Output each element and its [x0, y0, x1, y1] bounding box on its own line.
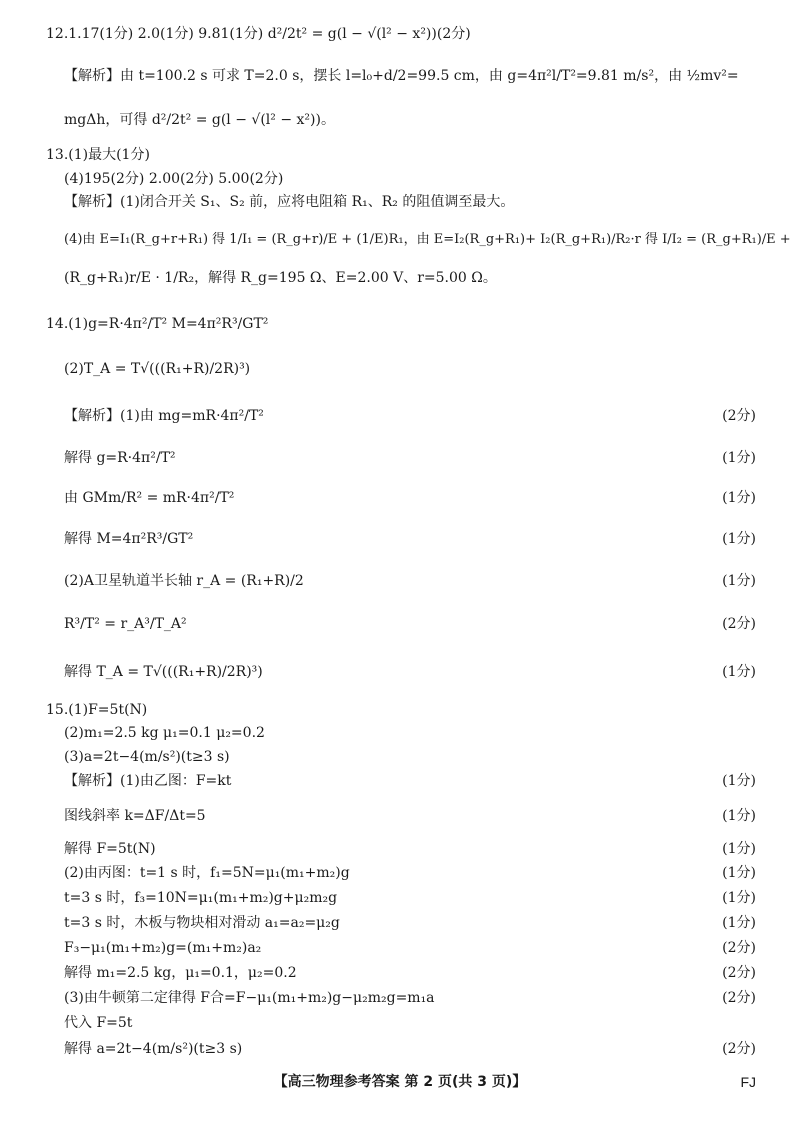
line-score: (2分) [722, 990, 756, 1006]
line-text: 图线斜率 k=ΔF/Δt=5 [64, 808, 206, 824]
answer-line [0, 660, 800, 684]
answer-line [0, 698, 800, 722]
line-text: 由 GMm/R² = mR·4π²/T² [64, 490, 235, 506]
line-text: 12.1.17(1分) 2.0(1分) 9.81(1分) d²/2t² = g(l − √(l² − x²))(2分) [46, 26, 471, 42]
answer-line [0, 986, 800, 1010]
line-text: (4)由 E=I₁(R_g+r+R₁) 得 1/I₁ = (R_g+r)/E + (1/E)R₁，由 E=I₂(R_g+R₁)+ I₂(R_g+R₁)/R₂·r 得 I/I₂ = (R_g+R₁)/E + [64, 232, 791, 247]
line-score: (1分) [722, 531, 756, 547]
line-text: t=3 s 时，f₃=10N=μ₁(m₁+m₂)g+μ₂m₂g [64, 890, 338, 906]
answer-line [0, 804, 800, 828]
line-score: (1分) [722, 890, 756, 906]
answer-line [0, 569, 800, 593]
answer-line [0, 266, 800, 290]
line-text: 14.(1)g=R·4π²/T² M=4π²R³/GT² [46, 316, 269, 332]
line-score: (1分) [722, 841, 756, 857]
line-score: (1分) [722, 915, 756, 931]
answer-line [0, 190, 800, 214]
answer-line [0, 404, 800, 428]
answer-line [0, 721, 800, 745]
line-text: 解得 M=4π²R³/GT² [64, 531, 194, 547]
line-text: F₃−μ₁(m₁+m₂)g=(m₁+m₂)a₂ [64, 940, 262, 956]
answer-line [0, 837, 800, 861]
line-score: (1分) [722, 490, 756, 506]
answer-line [0, 143, 800, 167]
page-footer [0, 1070, 800, 1094]
line-text: 【解析】(1)由乙图：F=kt [64, 773, 232, 789]
line-score: (2分) [722, 1041, 756, 1057]
line-text: 【解析】(1)闭合开关 S₁、S₂ 前，应将电阻箱 R₁、R₂ 的阻值调至最大。 [64, 194, 515, 210]
line-score: (2分) [722, 616, 756, 632]
answer-line [0, 108, 800, 132]
line-text: 代入 F=5t [64, 1015, 133, 1031]
answer-line [0, 745, 800, 769]
line-text: (3)由牛顿第二定律得 F合=F−μ₁(m₁+m₂)g−μ₂m₂g=m₁a [64, 990, 435, 1006]
line-text: mgΔh，可得 d²/2t² = g(l − √(l² − x²))。 [64, 112, 335, 128]
line-text: 解得 g=R·4π²/T² [64, 450, 176, 466]
answer-line [0, 228, 800, 252]
answer-line [0, 911, 800, 935]
footer-title: 【高三物理参考答案 第 2 页(共 3 页)】 [273, 1074, 527, 1090]
line-text: 解得 T_A = T√(((R₁+R)/2R)³) [64, 664, 263, 680]
answer-line [0, 312, 800, 336]
line-text: 解得 a=2t−4(m/s²)(t≥3 s) [64, 1041, 243, 1057]
line-score: (2分) [722, 940, 756, 956]
line-score: (2分) [722, 408, 756, 424]
line-score: (1分) [722, 808, 756, 824]
line-text: (2)由丙图：t=1 s 时，f₁=5N=μ₁(m₁+m₂)g [64, 865, 350, 881]
line-text: (4)195(2分) 2.00(2分) 5.00(2分) [64, 171, 284, 187]
answer-line [0, 1011, 800, 1035]
answer-line [0, 64, 800, 88]
line-score: (1分) [722, 773, 756, 789]
answer-line [0, 357, 800, 381]
line-text: 【解析】由 t=100.2 s 可求 T=2.0 s，摆长 l=l₀+d/2=99.5 cm，由 g=4π²l/T²=9.81 m/s²，由 ½mv²= [64, 68, 739, 84]
answer-line [0, 1037, 800, 1061]
answer-line [0, 486, 800, 510]
line-text: t=3 s 时，木板与物块相对滑动 a₁=a₂=μ₂g [64, 915, 340, 931]
answer-line [0, 22, 800, 46]
answer-line [0, 769, 800, 793]
answer-line [0, 446, 800, 470]
line-score: (1分) [722, 664, 756, 680]
line-text: 【解析】(1)由 mg=mR·4π²/T² [64, 408, 264, 424]
answer-line [0, 527, 800, 551]
line-text: 13.(1)最大(1分) [46, 147, 150, 163]
answer-line [0, 612, 800, 636]
line-text: R³/T² = r_A³/T_A² [64, 616, 187, 632]
line-text: (R_g+R₁)r/E · 1/R₂，解得 R_g=195 Ω、E=2.00 V、r=5.00 Ω。 [64, 270, 497, 286]
line-text: 解得 F=5t(N) [64, 841, 156, 857]
line-text: (3)a=2t−4(m/s²)(t≥3 s) [64, 749, 230, 765]
line-score: (1分) [722, 573, 756, 589]
footer-code: FJ [740, 1074, 756, 1090]
answer-line [0, 936, 800, 960]
line-score: (1分) [722, 865, 756, 881]
answer-line [0, 861, 800, 885]
line-text: (2)T_A = T√(((R₁+R)/2R)³) [64, 361, 251, 377]
answer-line [0, 961, 800, 985]
line-text: 解得 m₁=2.5 kg，μ₁=0.1，μ₂=0.2 [64, 965, 297, 981]
line-text: 15.(1)F=5t(N) [46, 702, 148, 718]
line-text: (2)A卫星轨道半长轴 r_A = (R₁+R)/2 [64, 573, 304, 589]
line-text: (2)m₁=2.5 kg μ₁=0.1 μ₂=0.2 [64, 725, 265, 741]
answer-line [0, 167, 800, 191]
line-score: (2分) [722, 965, 756, 981]
answer-line [0, 886, 800, 910]
line-score: (1分) [722, 450, 756, 466]
